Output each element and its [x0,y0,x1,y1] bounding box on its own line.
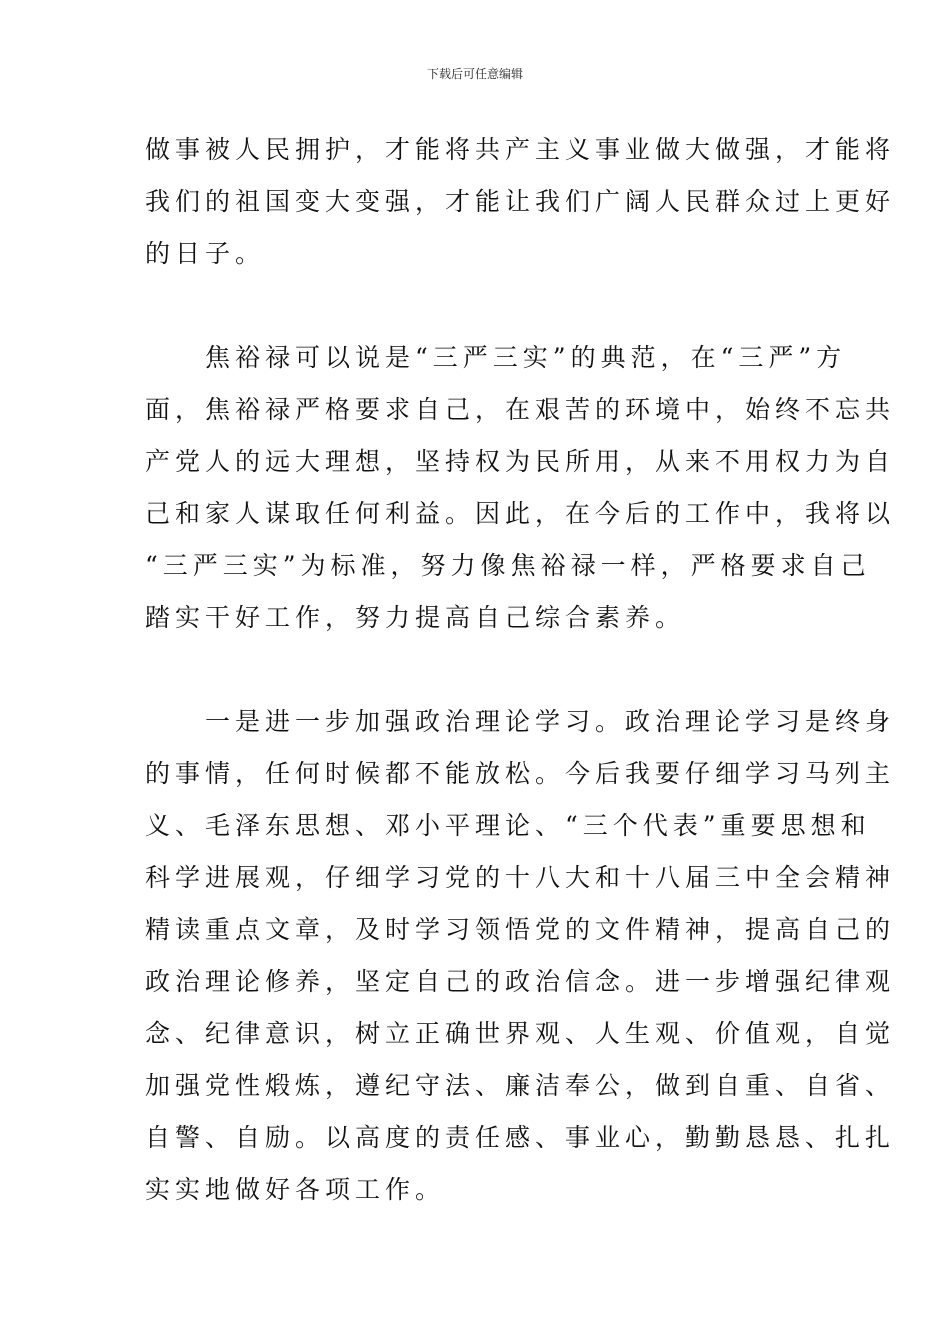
text-line: 我们的祖国变大变强，才能让我们广阔人民群众过上更好 [145,187,896,216]
text-line: 实实地做好各项工作。 [145,1175,446,1204]
text-line: 政治理论修养，坚定自己的政治信念。进一步增强纪律观 [145,967,896,996]
paragraph-1 [145,124,896,280]
text-line: 己和家人谋取任何利益。因此，在今后的工作中，我将以 [145,499,896,528]
text-line: 加强党性煅炼，遵纪守法、廉洁奉公，做到自重、自省、 [145,1071,896,1100]
text-line: 做事被人民拥护，才能将共产主义事业做大做强，才能将 [145,135,896,164]
text-line: “三严三实”为标准，努力像焦裕禄一样，严格要求自己 [145,551,871,580]
text-line: 科学进展观，仔细学习党的十八大和十八届三中全会精神 [145,863,896,892]
text-line: 的日子。 [145,239,266,268]
text-line: 一是进一步加强政治理论学习。政治理论学习是终身 [145,707,896,736]
text-line: 精读重点文章，及时学习领悟党的文件精神，提高自己的 [145,915,896,944]
document-body [145,124,896,1216]
text-line: 产党人的远大理想，坚持权为民所用，从来不用权力为自 [145,447,896,476]
text-line: 念、纪律意识，树立正确世界观、人生观、价值观，自觉 [145,1019,896,1048]
text-line: 面，焦裕禄严格要求自己，在艰苦的环境中，始终不忘共 [145,395,896,424]
page-header-note: 下载后可任意编辑 [426,67,523,81]
text-line: 踏实干好工作，努力提高自己综合素养。 [145,603,686,632]
text-line: 义、毛泽东思想、邓小平理论、“三个代表”重要思想和 [145,811,871,840]
paragraph-2 [145,332,896,644]
text-line: 的事情，任何时候都不能放松。今后我要仔细学习马列主 [145,759,896,788]
paragraph-3 [145,696,896,1216]
text-line: 自警、自励。以高度的责任感、事业心，勤勤恳恳、扎扎 [145,1123,896,1152]
text-line: 焦裕禄可以说是“三严三实”的典范，在“三严”方 [145,343,847,372]
